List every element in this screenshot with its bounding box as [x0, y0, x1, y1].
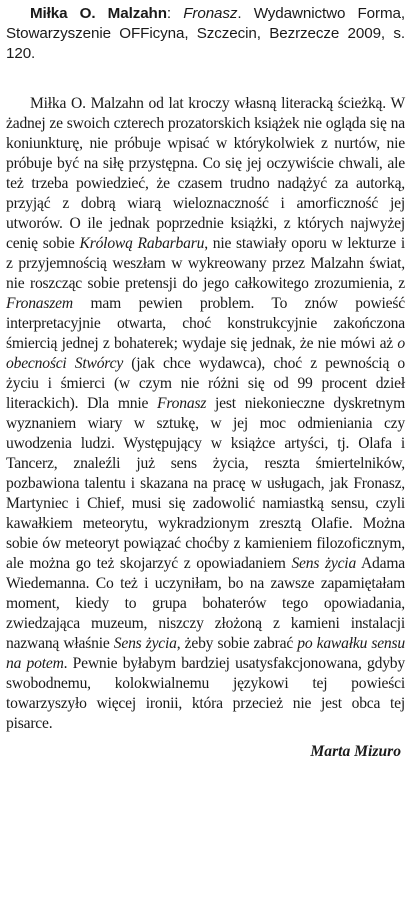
review-segment: . Pewnie byłabym bardziej usatysfakcjonowana, gdyby swobodnemu, kolokwialnemu językowi tej powieści towarzyszyło więcej ironii, która przecież nie jest obca tej pisarce. [6, 655, 405, 732]
review-segment: , żeby sobie zabrać [176, 635, 298, 652]
review-italic-title: Sens życia [113, 635, 177, 652]
review-segment: , nie stawiały oporu w lekturze i z przyjemnością weszłam w wykreowany przez Malzahn świat, nie roszcząc sobie pretensji do jego całkowitego zrozumienia, z [6, 235, 405, 292]
review-segment: jest niekonieczne dyskretnym wyznaniem wiary w sztukę, w jej moc odmieniania czy uwodzenia ludzi. Występujący w książce artyści, tj. Olafa i Tancerz, znaleźli już sens życia, reszta śmiertelników, pozbawiona talentu i skazana na pracę w usługach, jak Fronasz, Martyniec i Chief, musi się zadowolić namiastką sensu, czyli kawałkiem meteorytu, wykradzionym zresztą Olafie. Można sobie ów meteoryt powiązać choćby z kamieniem filozoficznym, ale można go też skojarzyć z opowiadaniem [6, 395, 405, 572]
review-italic-title: Sens życia [291, 555, 357, 572]
review-segment: mam pewien problem. To znów powieść interpretacyjnie otwarta, choć konstrukcyjnie zakończona śmiercią jednej z bohaterek; wydaje się jednak, że nie mówi aż [6, 295, 405, 352]
publication-details: . Wydawnictwo Forma, Stowarzyszenie OFFicyna, Szczecin, Bezrzecze 2009, s. 120. [6, 5, 405, 62]
review-segment: (jak chce wydawca), choć z pewnością o życiu i śmierci (w czym nie różni się od 99 procent dzieł literackich). Dla mnie [6, 355, 405, 412]
review-segment: Miłka O. Malzahn od lat kroczy własną literacką ścieżką. W żadnej ze swoich czterech prozatorskich książek nie ogląda się na koniunkturę, nie próbuje wpisać w którykolwiek z nurtów, nie próbuje być na siłę przystępna. Co się jej oczywiście chwali, ale też trzeba powiedzieć, że czasem trudno nadążyć za autorką, przyjąć z dobrą wiarą wieloznaczność i amorficzność jej utworów. O ile jednak poprzednie książki, z których najwyżej cenię sobie [6, 95, 405, 252]
book-author: Miłka O. Malzahn [30, 5, 167, 22]
book-title: Fronasz [183, 5, 238, 22]
review-italic-quote: o obecności Stwórcy [6, 335, 405, 372]
bibliographic-header [6, 4, 405, 64]
review-text [6, 94, 405, 734]
review-italic-title: Fronaszem [6, 295, 73, 312]
review-italic-title: Królową Rabarbaru [79, 235, 205, 252]
review-segment: Adama Wiedemanna. Co też i uczyniłam, bo na zawsze zapamiętałam moment, kiedy to grupa bohaterów tego opowiadania, zwiedzająca muzeum, niszczy złożoną z kamieni instalacji nazwaną właśnie [6, 555, 405, 652]
reviewer-signature: Marta Mizuro [310, 743, 401, 760]
review-italic-quote: po kawałku sensu na potem [6, 635, 405, 672]
header-colon: : [166, 5, 172, 22]
review-italic-title: Fronasz [157, 395, 207, 412]
